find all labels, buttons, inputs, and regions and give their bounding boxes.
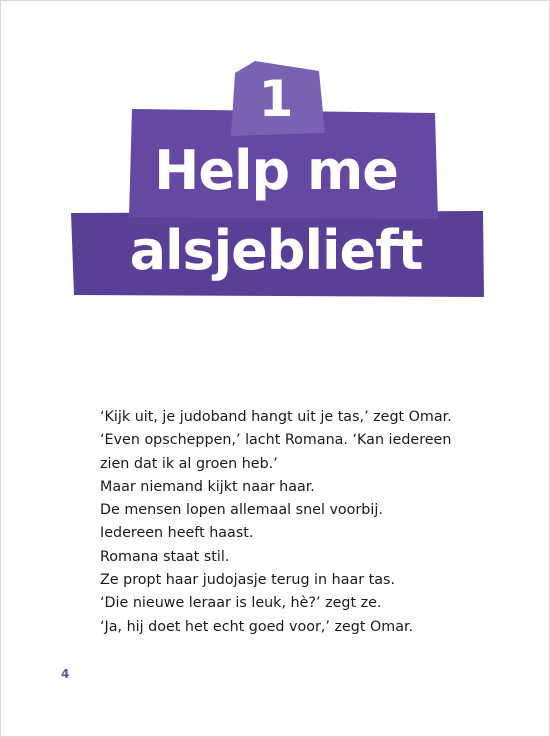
chapter-title-line-1: Help me xyxy=(154,139,398,202)
story-line: Romana staat stil. xyxy=(100,548,230,565)
story-line: Maar niemand kijkt naar haar. xyxy=(100,478,315,495)
chapter-title-line-2: alsjeblieft xyxy=(129,219,423,282)
story-line: ‘Ja, hij doet het echt goed voor,’ zegt Omar. xyxy=(100,618,414,635)
story-text xyxy=(100,406,520,639)
story-line: zien dat ik al groen heb.’ xyxy=(100,455,278,472)
page-number: 4 xyxy=(61,667,70,681)
story-line: ‘Even opscheppen,’ lacht Romana. ‘Kan iedereen xyxy=(100,432,452,449)
story-line: Iedereen heeft haast. xyxy=(100,525,254,542)
chapter-number: 1 xyxy=(258,70,294,128)
story-line: ‘Die nieuwe leraar is leuk, hè?’ zegt ze. xyxy=(100,595,382,612)
story-line: Ze propt haar judojasje terug in haar tas. xyxy=(100,572,396,589)
story-line: ‘Kijk uit, je judoband hangt uit je tas,’ zegt Omar. xyxy=(100,409,452,425)
story-line: De mensen lopen allemaal snel voorbij. xyxy=(100,502,383,519)
